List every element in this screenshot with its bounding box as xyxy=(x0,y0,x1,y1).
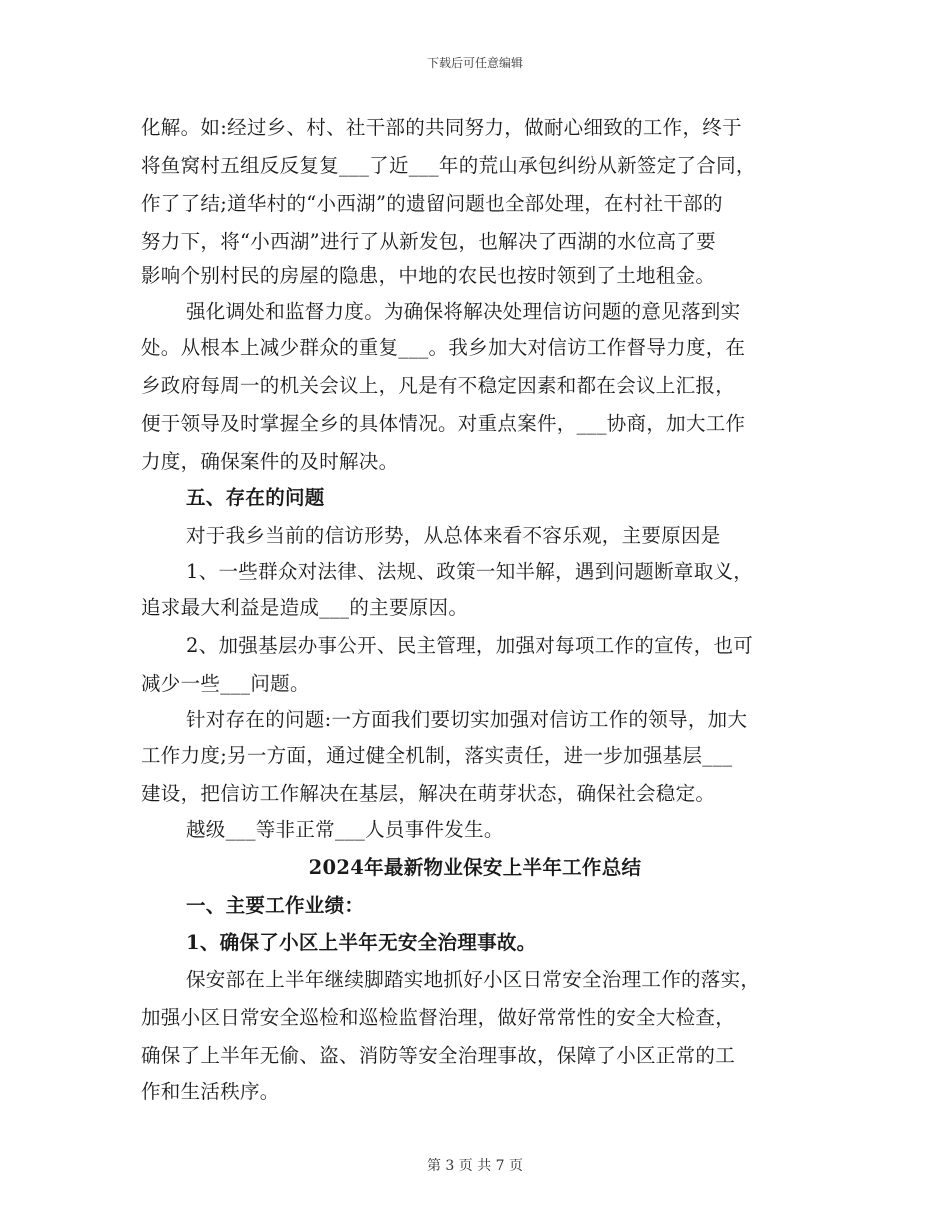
body-line: 1、一些群众对法律、法规、政策一知半解，遇到问题断章取义， xyxy=(186,560,754,583)
body-line: 加强小区日常安全巡检和巡检监督治理，做好常常性的安全大检查， xyxy=(141,1006,736,1029)
section-heading: 一、主要工作业绩： xyxy=(186,894,365,917)
body-line: 确保了上半年无偷、盗、消防等安全治理事故，保障了小区正常的工 xyxy=(141,1044,736,1067)
body-line: 工作力度;另一方面，通过健全机制，落实责任，进一步加强基层___ xyxy=(141,744,733,767)
body-line: 处。从根本上减少群众的重复___。我乡加大对信访工作督导力度，在 xyxy=(141,336,746,359)
body-line: 作了了结;道华村的“小西湖”的遗留问题也全部处理，在村社干部的 xyxy=(141,192,723,215)
body-line: 便于领导及时掌握全乡的具体情况。对重点案件，___协商，加大工作 xyxy=(141,412,746,435)
body-line: 减少一些___问题。 xyxy=(141,672,310,695)
document-title: 2024年最新物业保安上半年工作总结 xyxy=(308,856,642,879)
section-heading: 五、存在的问题 xyxy=(186,486,325,509)
body-line: 强化调处和监督力度。为确保将解决处理信访问题的意见落到实 xyxy=(186,300,741,323)
body-line: 针对存在的问题:一方面我们要切实加强对信访工作的领导，加大 xyxy=(186,708,748,731)
body-line: 化解。如:经过乡、村、社干部的共同努力，做耐心细致的工作，终于 xyxy=(141,116,742,139)
subsection-heading: 1、确保了小区上半年无安全治理事故。 xyxy=(186,931,537,954)
body-line: 力度，确保案件的及时解决。 xyxy=(141,450,399,473)
body-line: 努力下，将“小西湖”进行了从新发包，也解决了西湖的水位高了要 xyxy=(141,230,716,253)
body-line: 作和生活秩序。 xyxy=(141,1080,280,1103)
body-line: 追求最大利益是造成___的主要原因。 xyxy=(141,596,469,619)
body-line: 对于我乡当前的信访形势，从总体来看不容乐观，主要原因是 xyxy=(186,524,721,547)
body-line: 保安部在上半年继续脚踏实地抓好小区日常安全治理工作的落实， xyxy=(186,968,761,991)
page-footer: 第 3 页 共 7 页 xyxy=(426,1158,524,1174)
body-line: 建设，把信访工作解决在基层，解决在萌芽状态，确保社会稳定。 xyxy=(141,782,716,805)
body-line: 2、加强基层办事公开、民主管理，加强对每项工作的宣传，也可 xyxy=(186,634,754,657)
body-line: 乡政府每周一的机关会议上，凡是有不稳定因素和都在会议上汇报， xyxy=(141,374,736,397)
body-line: 越级___等非正常___人员事件发生。 xyxy=(186,818,504,841)
body-line: 将鱼窝村五组反反复复___了近___年的荒山承包纠纷从新签定了合同， xyxy=(141,154,756,177)
page-header: 下载后可任意编辑 xyxy=(426,56,523,70)
body-line: 影响个别村民的房屋的隐患，中地的农民也按时领到了土地租金。 xyxy=(141,264,716,287)
